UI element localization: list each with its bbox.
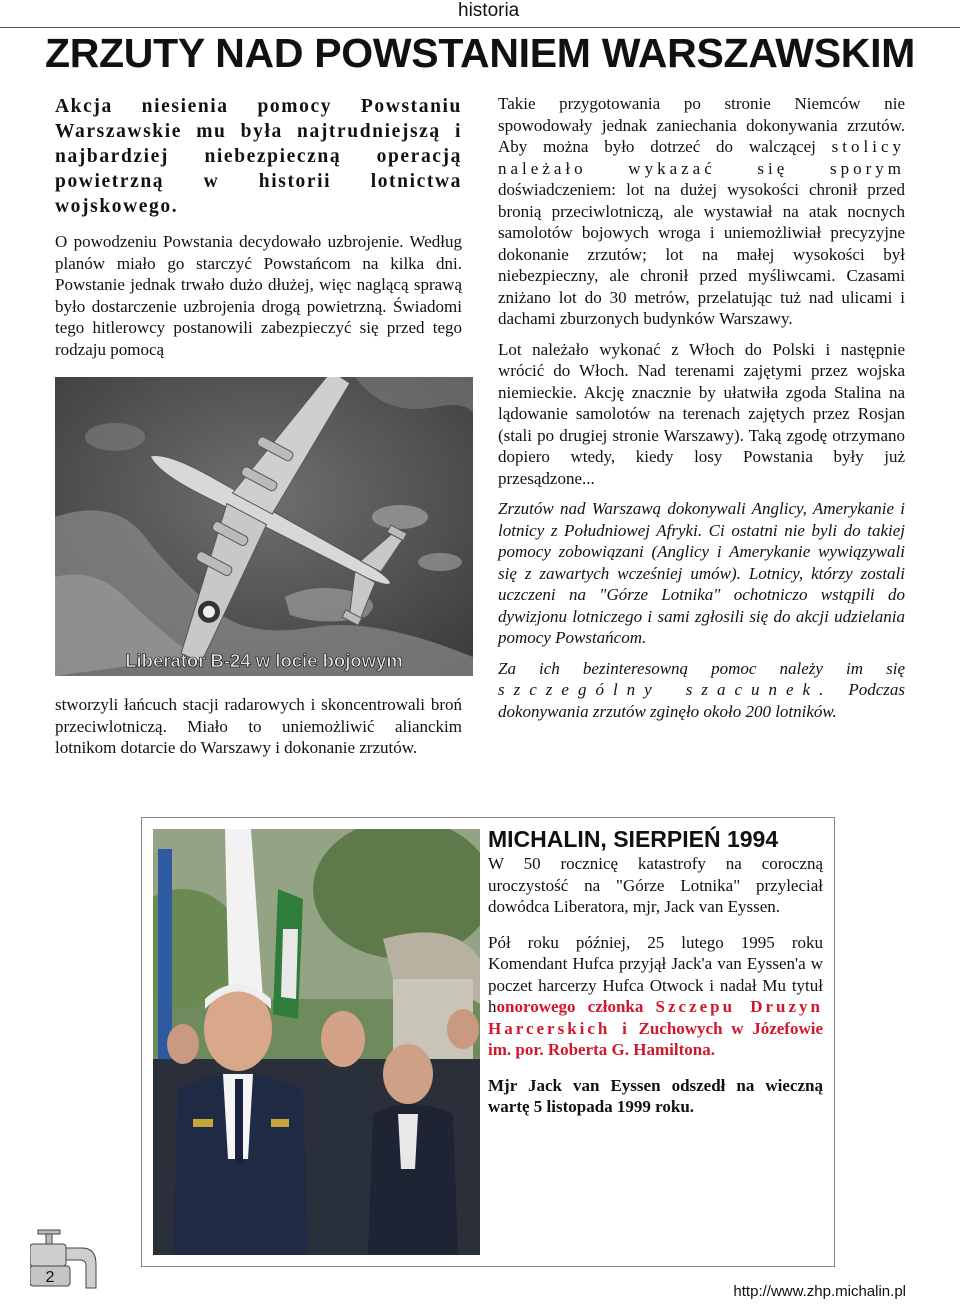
michalin-paragraph-2-part-a: Pół roku później, 25 lutego 1995 roku Komendant Hufca przyjął Jack'a van Eyssen'a w poczet harcerzy Hufca Otwock i nadał Mu tytuł h [488,932,823,1016]
header-rule [0,27,960,28]
page-number: 2 [45,1269,55,1286]
left-column [55,94,462,360]
michalin-paragraph-3: Mjr Jack van Eyssen odszedł na wieczną wartę 5 listopada 1999 roku. [488,1075,823,1116]
right-column [498,93,905,731]
left-paragraph-1: O powodzeniu Powstania decydowało uzbrojenie. Według planów miało go starczyć Powstańcom na kilka dni. Powstanie jednak trwało dużo dłużej, więc naglącą sprawą było dostarczenie uzbrojenia drogą powietrzną. Świadomi tego hitlerowcy postanowili zabezpieczyć się przed tego rodzaju pomocą [55,232,462,359]
michalin-paragraph-2 [488,932,823,1061]
right-paragraph-1 [498,93,905,330]
lead-paragraph: Akcja niesienia pomocy Powstaniu Warszawskie mu była najtrudniejszą i najbardziej niebezpieczną operacją powietrzną w historii lotnictwa wojskowego. [55,96,462,217]
right-paragraph-4 [498,658,905,723]
right-paragraph-2: Lot należało wykonać z Włoch do Polski i następnie wrócić do Włoch. Nad terenami zajętymi przez wojska niemieckie. Akcję znacznie by ułatwiła zgoda Stalina na lądowanie samolotów na terenach zajętych przez Rosjan (stali po drugiej stronie Warszawy). Taką zgodę otrzymano dopiero wtedy, kiedy losy Powstania były już przesądzone... [498,339,905,488]
michalin-paragraph-1: W 50 rocznicę katastrofy na coroczną uroczystość na "Górze Lotnika" przyleciał dowódca Liberatora, mjr, Jack van Eyssen. [488,854,823,916]
veterans-photo-image [153,829,480,1255]
left-paragraph-1-continued: stworzyli łańcuch stacji radarowych i skoncentrowali broń przeciwlotniczą. Miało to uniemożliwić alianckim lotnikom dotarcie do Warszawy i dokonanie zrzutów. [55,695,462,757]
liberator-photo-image [55,377,473,676]
article-title: ZRZUTY NAD POWSTANIEM WARSZAWSKIM [44,30,916,76]
right-paragraph-1-spaced: stolicy należało wykazać się sporym [498,137,905,178]
right-paragraph-1-part-b: doświadczeniem: lot na dużej wysokości chronił przed bronią przeciwlotniczą, ale wystawiał na atak nocnych samolotów bojowych wroga i uniemożliwiał precyzyjne dokonanie zrzutów; lot na małej wysokości był niebezpieczny, ale chronił przed myśliwcami. Czasami zniżano lot do 30 metrów, przelatując tuż nad ulicami i dachami zburzonych budynków Warszawy. [498,180,905,328]
honorary-title-a: onorowego członka [496,997,644,1016]
left-column-continued [55,694,462,759]
liberator-photo-caption: Liberator B-24 w locie bojowym [125,650,403,671]
veterans-photo [153,829,480,1255]
section-label: historia [458,0,520,21]
honorary-title-b: Zuchowych w Józefowie im. por. Roberta G. Hamiltona. [488,1018,823,1059]
right-paragraph-4-part-b: Podczas dokonywania zrzutów zginęło około 200 lotników. [498,680,905,721]
right-paragraph-1-part-a: Takie przygotowania po stronie Niemców nie spowodowały jednak zaniechania dokonywania zrzutów. Aby można było dotrzeć do walczącej [498,94,905,156]
michalin-box-text [488,825,823,1132]
footer-url[interactable]: http://www.zhp.michalin.pl [733,1283,906,1300]
right-paragraph-4-spaced: szczególny szacunek. [498,680,833,699]
liberator-photo [55,377,473,676]
right-paragraph-4-part-a: Za ich bezinteresowną pomoc należy im się [498,658,905,678]
water-tap-icon [30,1228,100,1303]
michalin-box-title: MICHALIN, SIERPIEŃ 1994 [488,826,779,852]
right-paragraph-3: Zrzutów nad Warszawą dokonywali Anglicy, Amerykanie i lotnicy z Południowej Afryki. Ci ostatni nie byli do takiej pomocy zobowiązani (Anglicy i Amerykanie wywiązywali się z zawartych wcześniej umów). Lotnicy, którzy zostali uczczeni na "Górze Lotnika" ochotniczo wstąpili do dywizjonu lotniczego i sami zgłosili się do akcji udzielania pomocy Powstańcom. [498,499,905,647]
honorary-title-spaced: Szczepu Druzyn Harcerskich i [488,997,823,1038]
